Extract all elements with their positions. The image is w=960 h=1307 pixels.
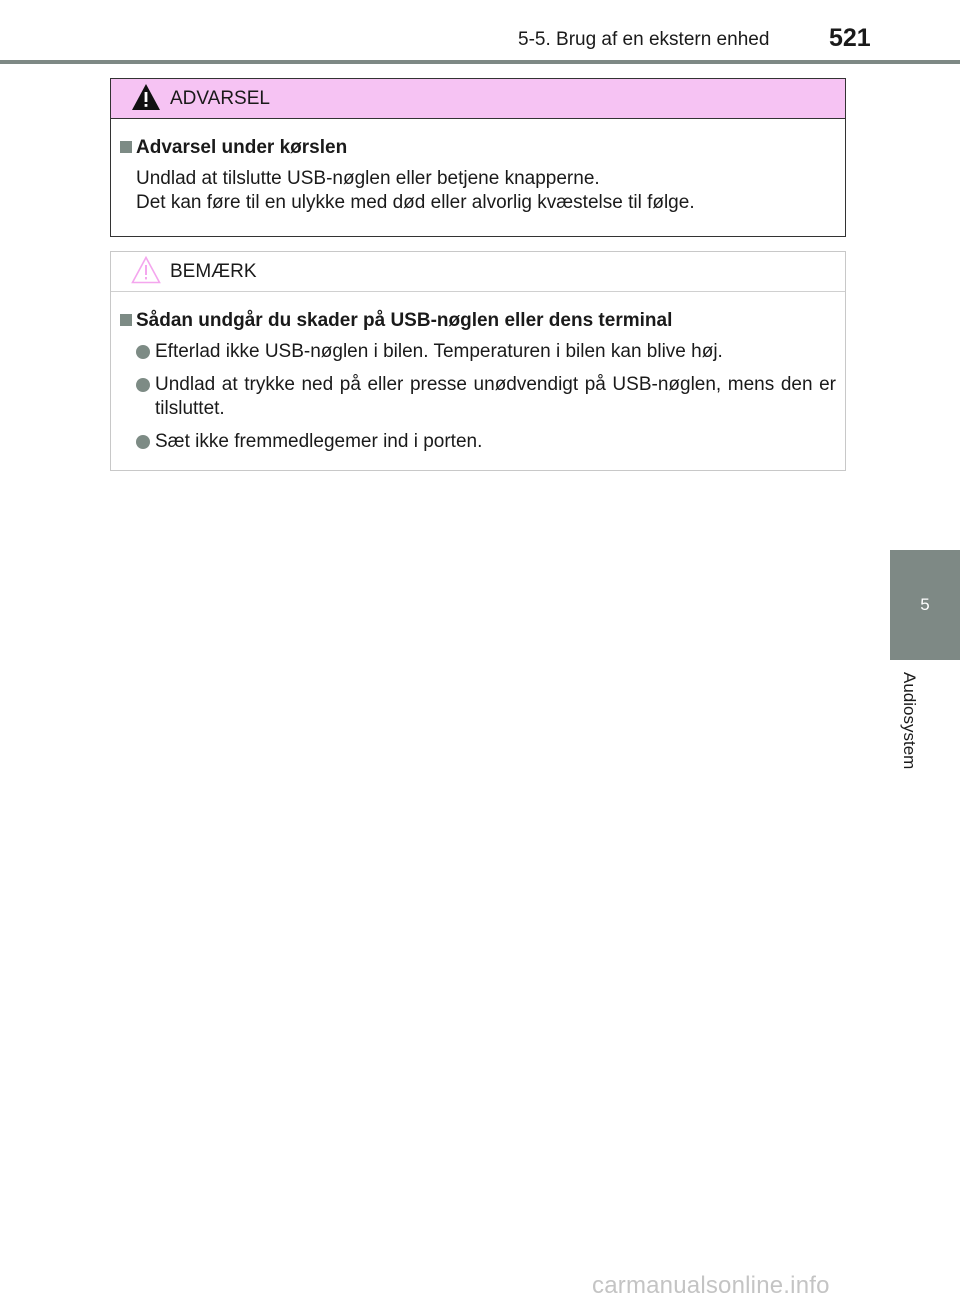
notice-header <box>111 252 845 292</box>
chapter-number: 5 <box>920 595 930 614</box>
notice-label: BEMÆRK <box>170 261 257 282</box>
warning-text <box>120 167 836 215</box>
warning-header <box>111 79 845 119</box>
round-bullet-icon <box>136 435 150 449</box>
round-bullet-icon <box>136 378 150 392</box>
warning-line: Undlad at tilslutte USB-nøglen eller betjene knapperne. <box>136 168 600 189</box>
warning-triangle-icon <box>131 83 161 111</box>
square-bullet-icon <box>120 141 132 153</box>
warning-body <box>111 119 845 215</box>
round-bullet-icon <box>136 345 150 359</box>
notice-heading: Sådan undgår du skader på USB-nøglen eller dens terminal <box>120 310 836 332</box>
header-rule <box>0 60 960 64</box>
warning-heading: Advarsel under kørslen <box>120 137 836 159</box>
square-bullet-icon <box>120 314 132 326</box>
list-item: Sæt ikke fremmedlegemer ind i porten. <box>120 430 836 454</box>
warning-line: Det kan føre til en ulykke med død eller alvorlig kvæstelse til følge. <box>136 192 695 213</box>
section-title: 5-5. Brug af en ekstern enhed <box>518 29 770 50</box>
notice-box <box>110 251 846 471</box>
warning-label: ADVARSEL <box>170 88 270 109</box>
caution-triangle-outline-icon <box>131 256 161 284</box>
list-item: Efterlad ikke USB-nøglen i bilen. Temperaturen i bilen kan blive høj. <box>120 340 836 364</box>
chapter-tab <box>890 550 960 660</box>
notice-body <box>111 292 845 454</box>
page-number: 521 <box>829 24 871 52</box>
watermark: carmanualsonline.info <box>592 1272 830 1299</box>
warning-box <box>110 78 846 237</box>
list-item: Undlad at trykke ned på eller presse unødvendigt på USB-nøglen, mens den er tilsluttet. <box>120 373 836 421</box>
chapter-title: Audiosystem <box>900 672 919 770</box>
